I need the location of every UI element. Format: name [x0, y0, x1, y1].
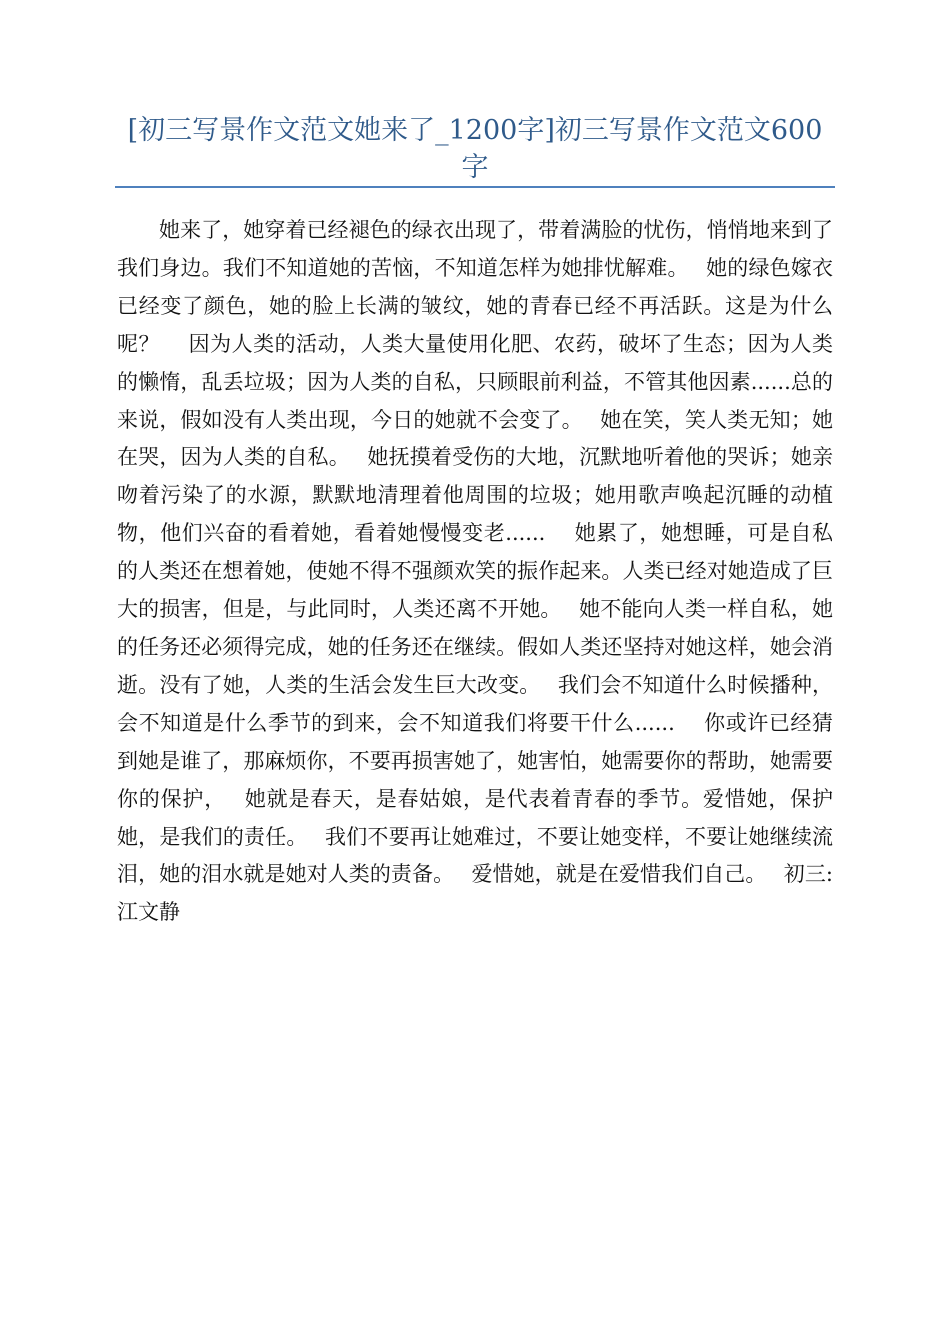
essay-body: 她来了，她穿着已经褪色的绿衣出现了，带着满脸的忧伤，悄悄地来到了我们身边。我们不知道她的苦恼，不知道怎样为她排忧解难。 她的绿色嫁衣已经变了颜色，她的脸上长满的皱纹，她的青春已经不再活跃。这是为什么呢？ 因为人类的活动，人类大量使用化肥、农药，破坏了生态；因为人类的懒惰，乱丢垃圾；因为人类的自私，只顾眼前利益，不管其他因素......总的来说，假如没有人类出现，今日的她就不会变了。 她在笑，笑人类无知；她在哭，因为人类的自私。 她抚摸着受伤的大地，沉默地听着他的哭诉；她亲吻着污染了的水源，默默地清理着他周围的垃圾；她用歌声唤起沉睡的动植物，他们兴奋的看着她，看着她慢慢变老...... 她累了，她想睡，可是自私的人类还在想着她，使她不得不强颜欢笑的振作起来。人类已经对她造成了巨大的损害，但是，与此同时，人类还离不开她。 她不能向人类一样自私，她的任务还必须得完成，她的任务还在继续。假如人类还坚持对她这样，她会消逝。没有了她，人类的生活会发生巨大改变。 我们会不知道什么时候播种，会不知道是什么季节的到来，会不知道我们将要干什么...... 你或许已经猜到她是谁了，那麻烦你，不要再损害她了，她害怕，她需要你的帮助，她需要你的保护， 她就是春天，是春姑娘，是代表着青春的季节。爱惜她，保护她，是我们的责任。 我们不要再让她难过，不要让她变样，不要让她继续流泪，她的泪水就是她对人类的责备。 爱惜她，就是在爱惜我们自己。 初三:江文静: [117, 218, 833, 925]
title-underline: [115, 186, 835, 188]
document-title: [初三写景作文范文她来了_1200字]初三写景作文范文600字: [127, 115, 823, 183]
